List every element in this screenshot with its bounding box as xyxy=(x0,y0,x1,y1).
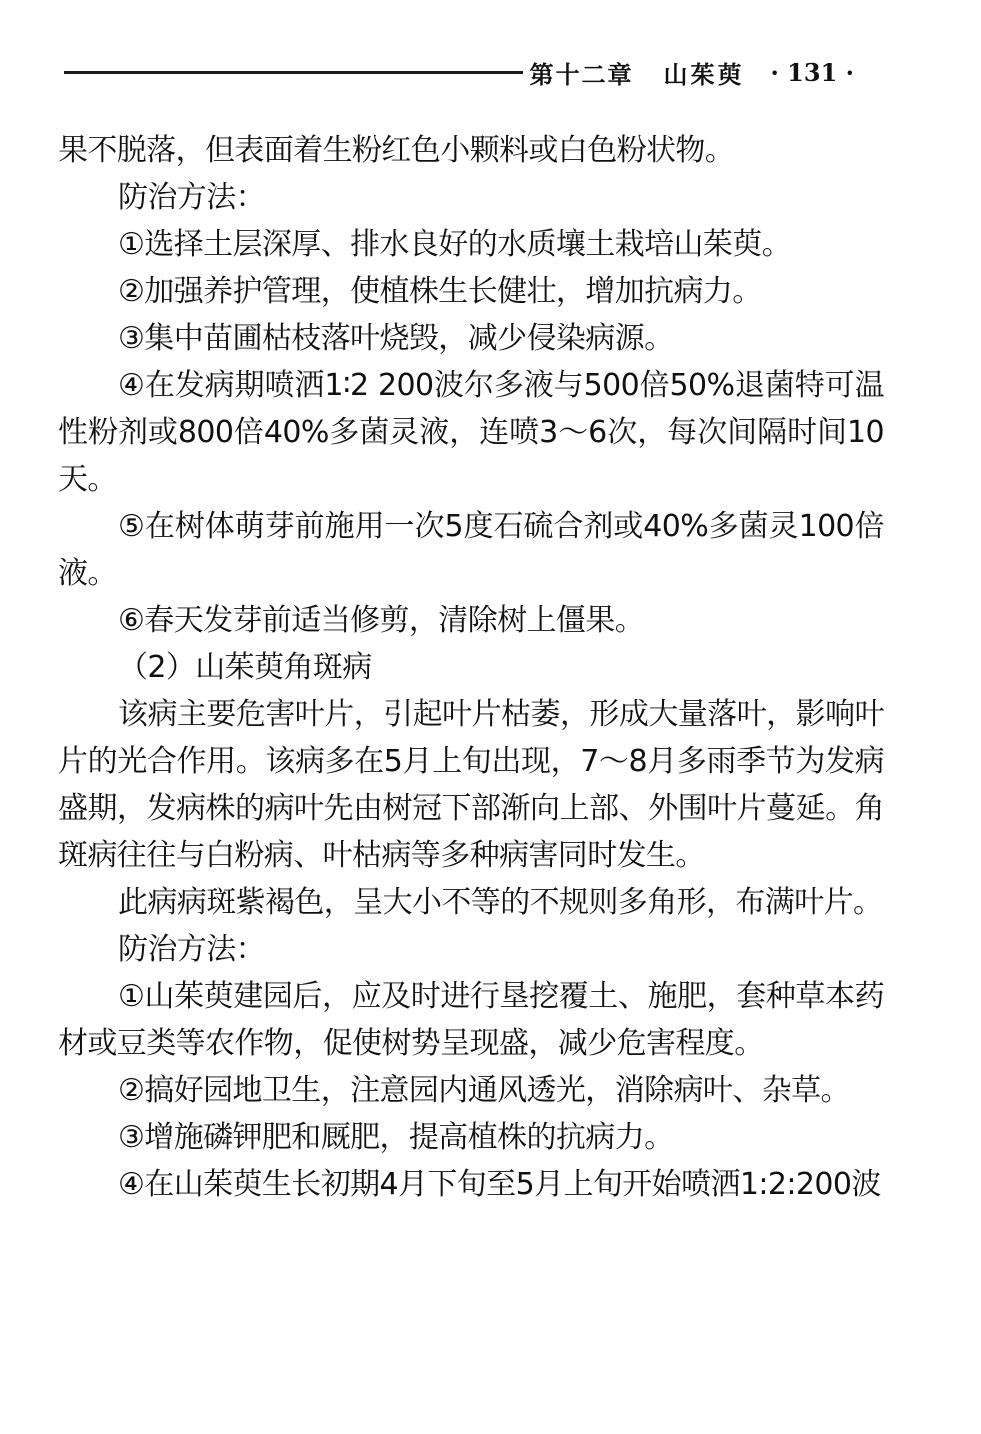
paragraph-5: ③集中苗圃枯枝落叶烧毁，减少侵染病源。 xyxy=(118,321,674,356)
paragraph-2: 防治方法： xyxy=(118,180,265,215)
page-number: · 131 · xyxy=(770,57,854,87)
paragraph-1: 果不脱落，但表面着生粉红色小颗料或白色粉状物。 xyxy=(58,133,735,168)
paragraph-10: 该病主要危害叶片，引起叶片枯萎，形成大量落叶，影响叶片的光合作用。该病多在5月上旬出现，7～8月多雨季节为发病盛期，发病株的病叶先由树冠下部渐向上部、外围叶片蔓延。角斑病往往与白粉病、叶枯病等多种病害同时发生。 xyxy=(58,697,884,873)
section-heading: （2）山茱萸角斑病 xyxy=(118,650,372,685)
paragraph-12: 防治方法： xyxy=(118,932,265,967)
body-text xyxy=(58,127,884,1208)
header-chapter: 第十二章 xyxy=(529,59,634,89)
paragraph-8: ⑥春天发芽前适当修剪，清除树上僵果。 xyxy=(118,603,645,638)
paragraph-6: ④在发病期喷洒1∶2 200波尔多液与500倍50%退菌特可温性粉剂或800倍40%多菌灵液，连喷3～6次，每次间隔时间10天。 xyxy=(58,368,884,497)
header-rule xyxy=(64,71,523,74)
paragraph-14: ②搞好园地卫生，注意园内通风透光，消除病叶、杂草。 xyxy=(118,1073,850,1108)
paragraph-13: ①山茱萸建园后，应及时进行垦挖覆土、施肥，套种草本药材或豆类等农作物，促使树势呈现盛，减少危害程度。 xyxy=(58,979,884,1061)
paragraph-4: ②加强养护管理，使植株生长健壮，增加抗病力。 xyxy=(118,274,762,309)
paragraph-11: 此病病斑紫褐色，呈大小不等的不规则多角形，布满叶片。 xyxy=(118,885,883,920)
header-title: 山茱萸 xyxy=(663,59,745,89)
running-header xyxy=(64,52,854,92)
paragraph-3: ①选择土层深厚、排水良好的水质壤土栽培山茱萸。 xyxy=(118,227,792,262)
paragraph-15: ③增施磷钾肥和厩肥，提高植株的抗病力。 xyxy=(118,1120,674,1155)
paragraph-7: ⑤在树体萌芽前施用一次5度石硫合剂或40%多菌灵100倍液。 xyxy=(58,509,884,591)
paragraph-16: ④在山茱萸生长初期4月下旬至5月上旬开始喷洒1:2:200波 xyxy=(118,1167,881,1202)
